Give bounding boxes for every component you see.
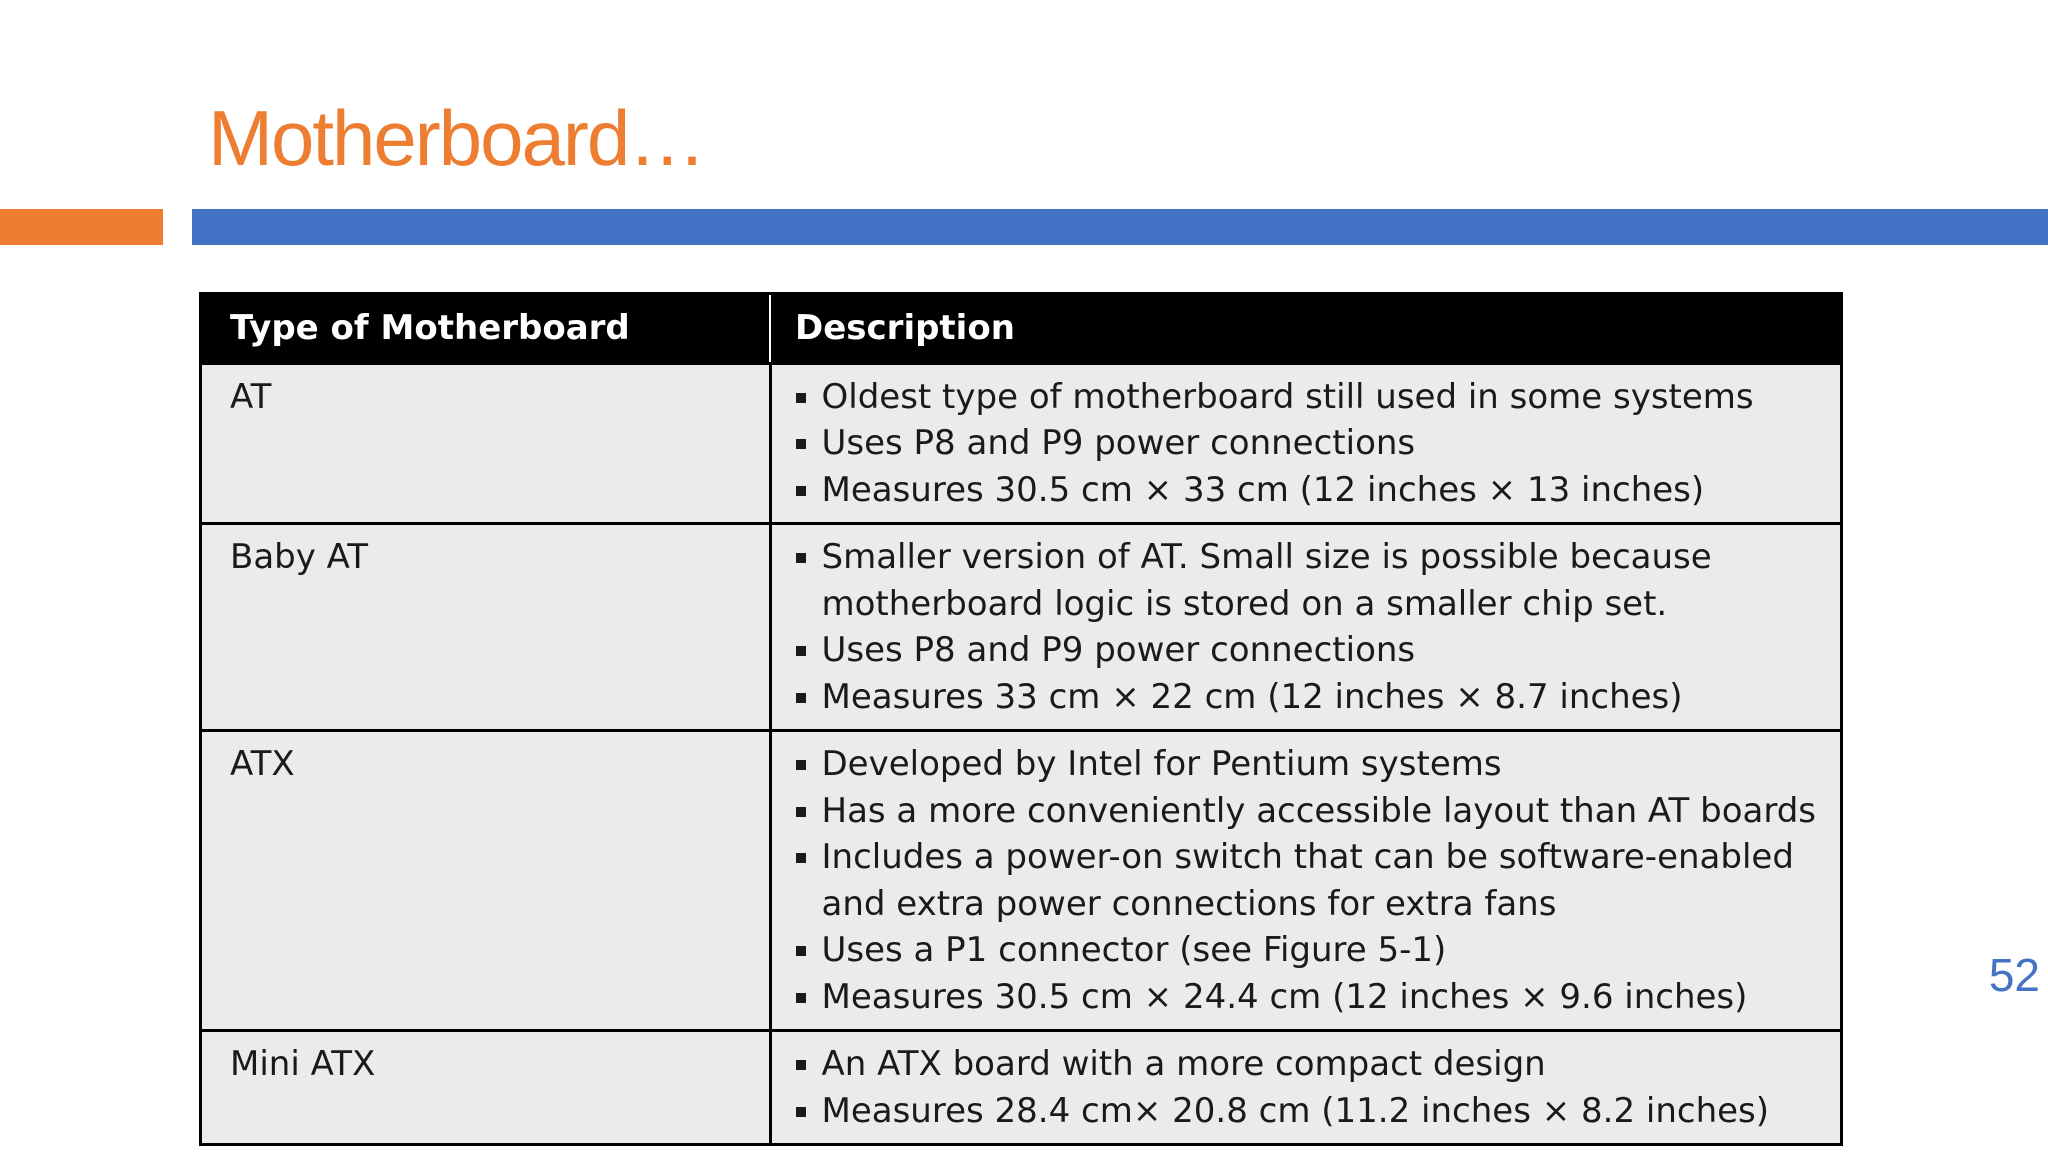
motherboard-description — [770, 731, 1840, 1031]
description-bullet: Smaller version of AT. Small size is possible because motherboard logic is stored on a smaller chip set. — [794, 534, 1841, 627]
header-type: Type of Motherboard — [202, 295, 770, 363]
description-list — [794, 741, 1841, 1020]
description-bullet: Measures 33 cm × 22 cm (12 inches × 8.7 inches) — [794, 674, 1841, 721]
motherboard-description — [770, 363, 1840, 524]
description-list — [794, 374, 1841, 514]
motherboard-description — [770, 524, 1840, 731]
table-row — [202, 524, 1840, 731]
description-bullet: Oldest type of motherboard still used in some systems — [794, 374, 1841, 421]
motherboard-type: ATX — [202, 731, 770, 1031]
table-header-row — [202, 295, 1840, 363]
description-bullet: An ATX board with a more compact design — [794, 1041, 1841, 1088]
description-bullet: Uses a P1 connector (see Figure 5-1) — [794, 927, 1841, 974]
description-bullet: Developed by Intel for Pentium systems — [794, 741, 1841, 788]
description-bullet: Measures 30.5 cm × 24.4 cm (12 inches × 9.6 inches) — [794, 974, 1841, 1021]
motherboard-type: AT — [202, 363, 770, 524]
slide-title: Motherboard… — [208, 94, 705, 182]
motherboard-description — [770, 1031, 1840, 1144]
table-row — [202, 731, 1840, 1031]
table-row — [202, 1031, 1840, 1144]
motherboard-type: Mini ATX — [202, 1031, 770, 1144]
description-list — [794, 534, 1841, 720]
header-description: Description — [770, 295, 1840, 363]
motherboard-table — [202, 295, 1840, 1143]
accent-bar-blue — [192, 209, 2048, 245]
description-list — [794, 1041, 1841, 1134]
description-bullet: Uses P8 and P9 power connections — [794, 627, 1841, 674]
description-bullet: Measures 30.5 cm × 33 cm (12 inches × 13 inches) — [794, 467, 1841, 514]
accent-bar-orange — [0, 209, 163, 245]
table-row — [202, 363, 1840, 524]
description-bullet: Uses P8 and P9 power connections — [794, 420, 1841, 467]
description-bullet: Includes a power-on switch that can be software-enabled and extra power connections for extra fans — [794, 834, 1841, 927]
description-bullet: Measures 28.4 cm× 20.8 cm (11.2 inches × 8.2 inches) — [794, 1088, 1841, 1135]
page-number: 52 — [1988, 949, 2040, 1001]
description-bullet: Has a more conveniently accessible layout than AT boards — [794, 788, 1841, 835]
motherboard-table-frame — [199, 292, 1843, 1146]
motherboard-type: Baby AT — [202, 524, 770, 731]
